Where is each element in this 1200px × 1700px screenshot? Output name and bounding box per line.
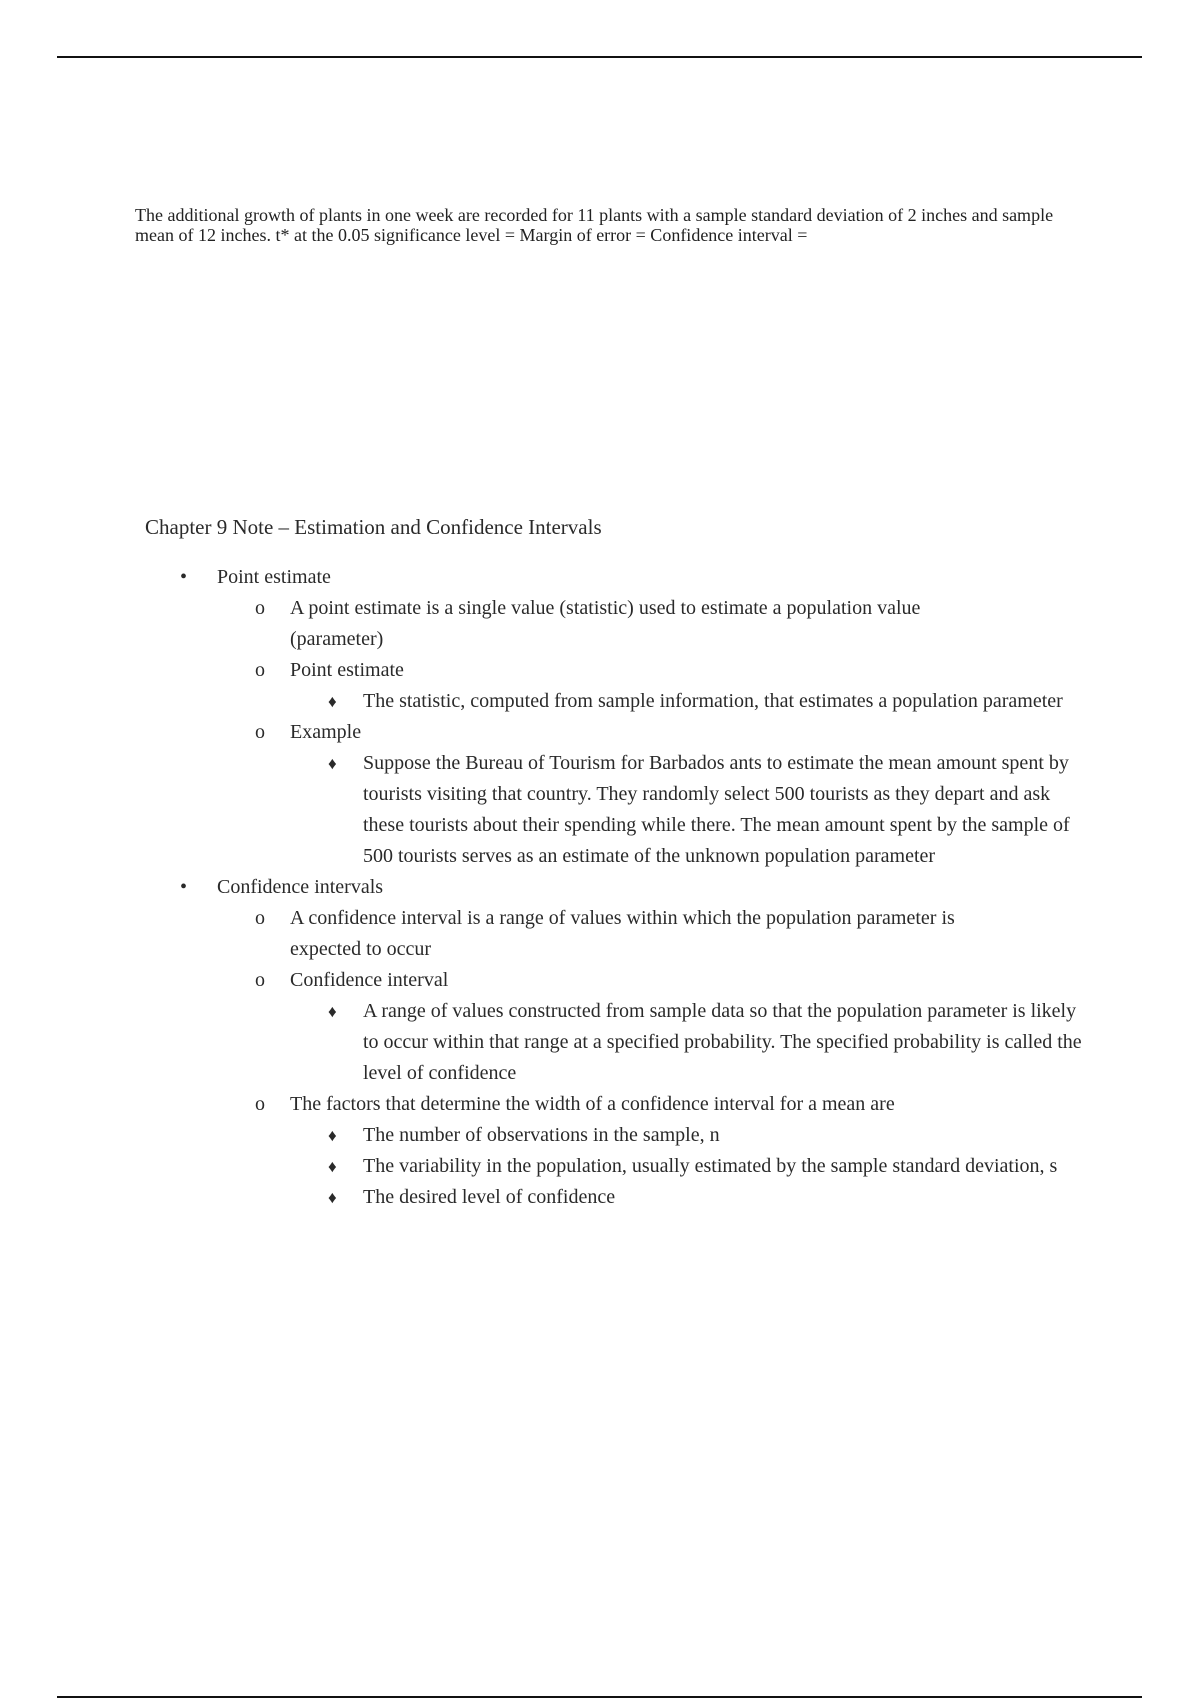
sub-bullet-confidence-interval-definition xyxy=(0,903,1010,965)
header-rule xyxy=(57,56,1142,58)
sub-bullet-point-estimate-definition xyxy=(0,593,1010,655)
detail-text: Suppose the Bureau of Tourism for Barbados ants to estimate the mean amount spent by tourists visiting that country. They randomly select 500 tourists as they depart and ask these tourists about their spending while there. The mean amount spent by the sample of 500 tourists serves as an estimate of the unknown population parameter xyxy=(363,752,1070,867)
factor-item xyxy=(0,1120,1085,1151)
sub-bullet-text: Example xyxy=(290,721,362,743)
detail-text: The statistic, computed from sample information, that estimates a population parameter xyxy=(363,690,1063,712)
sub-bullet-text: A confidence interval is a range of values within which the population parameter is expected to occur xyxy=(290,907,955,960)
sub-bullet-confidence-interval xyxy=(0,965,1010,996)
bullet-confidence-intervals xyxy=(0,872,1107,903)
bullet-marker: • xyxy=(180,566,188,588)
diamond-bullet-icon: ♦ xyxy=(328,692,337,711)
notes-outline xyxy=(0,562,1200,1213)
diamond-bullet-icon: ♦ xyxy=(328,1188,337,1207)
diamond-bullet-icon: ♦ xyxy=(328,754,337,773)
diamond-bullet-icon: ♦ xyxy=(328,1126,337,1145)
bullet-marker: • xyxy=(180,876,188,898)
sub-bullet-factors xyxy=(0,1089,1010,1120)
sub-bullet-marker: o xyxy=(255,597,265,619)
detail-text: A range of values constructed from sample data so that the population parameter is likely to occur within that range at a specified probability. The specified probability is called the level of confidence xyxy=(363,1000,1082,1084)
factor-text: The variability in the population, usually estimated by the sample standard deviation, s xyxy=(363,1155,1058,1177)
sub-bullet-text: Point estimate xyxy=(290,659,404,681)
sub-bullet-marker: o xyxy=(255,969,265,991)
sub-bullet-marker: o xyxy=(255,659,265,681)
sub-bullet-marker: o xyxy=(255,1093,265,1115)
detail-point-estimate xyxy=(0,686,1085,717)
sub-bullet-text: Confidence interval xyxy=(290,969,449,991)
sub-bullet-marker: o xyxy=(255,907,265,929)
diamond-bullet-icon: ♦ xyxy=(328,1002,337,1021)
chapter-title: Chapter 9 Note – Estimation and Confidence Intervals xyxy=(145,515,602,539)
factor-item xyxy=(0,1182,1085,1213)
sub-bullet-marker: o xyxy=(255,721,265,743)
detail-example xyxy=(0,748,1085,872)
factor-item xyxy=(0,1151,1085,1182)
diamond-bullet-icon: ♦ xyxy=(328,1157,337,1176)
sub-bullet-example xyxy=(0,717,1010,748)
factor-text: The number of observations in the sample, n xyxy=(363,1124,720,1146)
sub-bullet-text: The factors that determine the width of a confidence interval for a mean are xyxy=(290,1093,895,1115)
bullet-text: Point estimate xyxy=(217,566,331,588)
sub-bullet-point-estimate xyxy=(0,655,1010,686)
bullet-text: Confidence intervals xyxy=(217,876,384,898)
factor-text: The desired level of confidence xyxy=(363,1186,616,1208)
sub-bullet-text: A point estimate is a single value (statistic) used to estimate a population value (parameter) xyxy=(290,597,921,650)
detail-confidence-interval xyxy=(0,996,1085,1089)
problem-statement: The additional growth of plants in one week are recorded for 11 plants with a sample standard deviation of 2 inches and sample mean of 12 inches. t* at the 0.05 significance level = Margin of error = Confidence interval = xyxy=(135,205,1054,245)
footer-rule xyxy=(57,1696,1142,1698)
bullet-point-estimate xyxy=(0,562,1107,593)
